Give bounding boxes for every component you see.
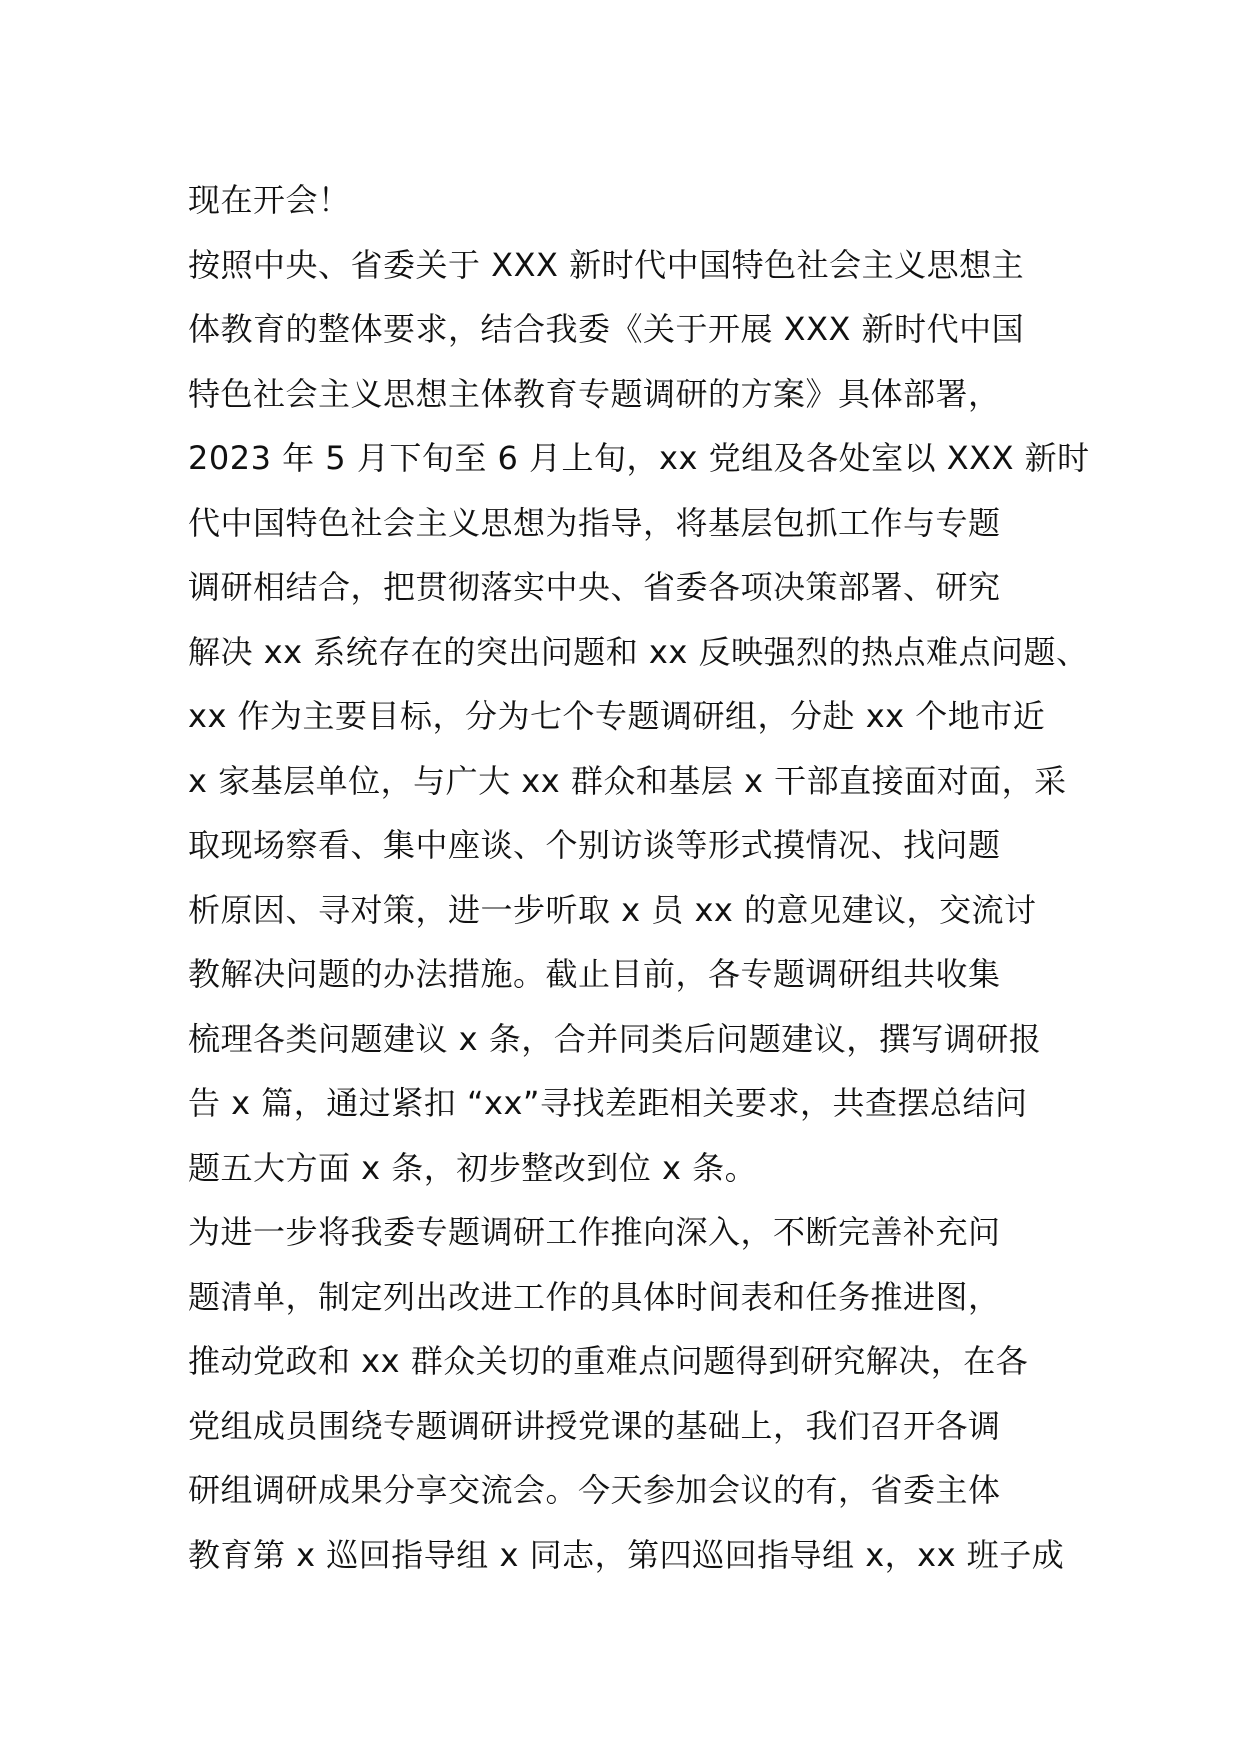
- text-line: 告 x 篇，通过紧扣 “xx”寻找差距相关要求，共查摆总结问: [188, 1084, 1028, 1122]
- text-line: 研组调研成果分享交流会。今天参加会议的有，省委主体: [188, 1471, 1001, 1509]
- document-body: [188, 168, 1088, 1587]
- text-line: 教解决问题的办法措施。截止目前，各专题调研组共收集: [188, 955, 1001, 993]
- text-line: xx 作为主要目标，分为七个专题调研组，分赴 xx 个地市近: [188, 697, 1046, 735]
- text-line: 题五大方面 x 条，初步整改到位 x 条。: [188, 1148, 758, 1187]
- text-line: 按照中央、省委关于 XXX 新时代中国特色社会主义思想主: [188, 245, 1025, 284]
- text-line: 取现场察看、集中座谈、个别访谈等形式摸情况、找问题: [188, 826, 1001, 864]
- text-line: 解决 xx 系统存在的突出问题和 xx 反映强烈的热点难点问题、: [188, 632, 1089, 671]
- text-line: 代中国特色社会主义思想为指导，将基层包抓工作与专题: [188, 503, 1001, 542]
- text-line: 特色社会主义思想主体教育专题调研的方案》具体部署，: [188, 374, 1001, 413]
- text-line: 为进一步将我委专题调研工作推向深入，不断完善补充问: [188, 1213, 1001, 1251]
- text-line: 梳理各类问题建议 x 条，合并同类后问题建议，撰写调研报: [188, 1019, 1042, 1058]
- text-line: 2023 年 5 月下旬至 6 月上旬，xx 党组及各处室以 XXX 新时: [188, 439, 1090, 477]
- text-line: x 家基层单位，与广大 xx 群众和基层 x 干部直接面对面，采: [188, 761, 1067, 800]
- text-line: 析原因、寻对策，进一步听取 x 员 xx 的意见建议，交流讨: [188, 890, 1037, 929]
- text-line: 题清单，制定列出改进工作的具体时间表和任务推进图，: [188, 1277, 1001, 1316]
- text-line: 党组成员围绕专题调研讲授党课的基础上，我们召开各调: [188, 1406, 1001, 1445]
- text-line: 调研相结合，把贯彻落实中央、省委各项决策部署、研究: [188, 568, 1001, 606]
- text-line: 推动党政和 xx 群众关切的重难点问题得到研究解决，在各: [188, 1342, 1029, 1380]
- text-line: 教育第 x 巡回指导组 x 同志，第四巡回指导组 x，xx 班子成: [188, 1535, 1065, 1574]
- text-line: 体教育的整体要求，结合我委《关于开展 XXX 新时代中国: [188, 310, 1025, 348]
- text-line-opening: 现在开会！: [188, 181, 351, 219]
